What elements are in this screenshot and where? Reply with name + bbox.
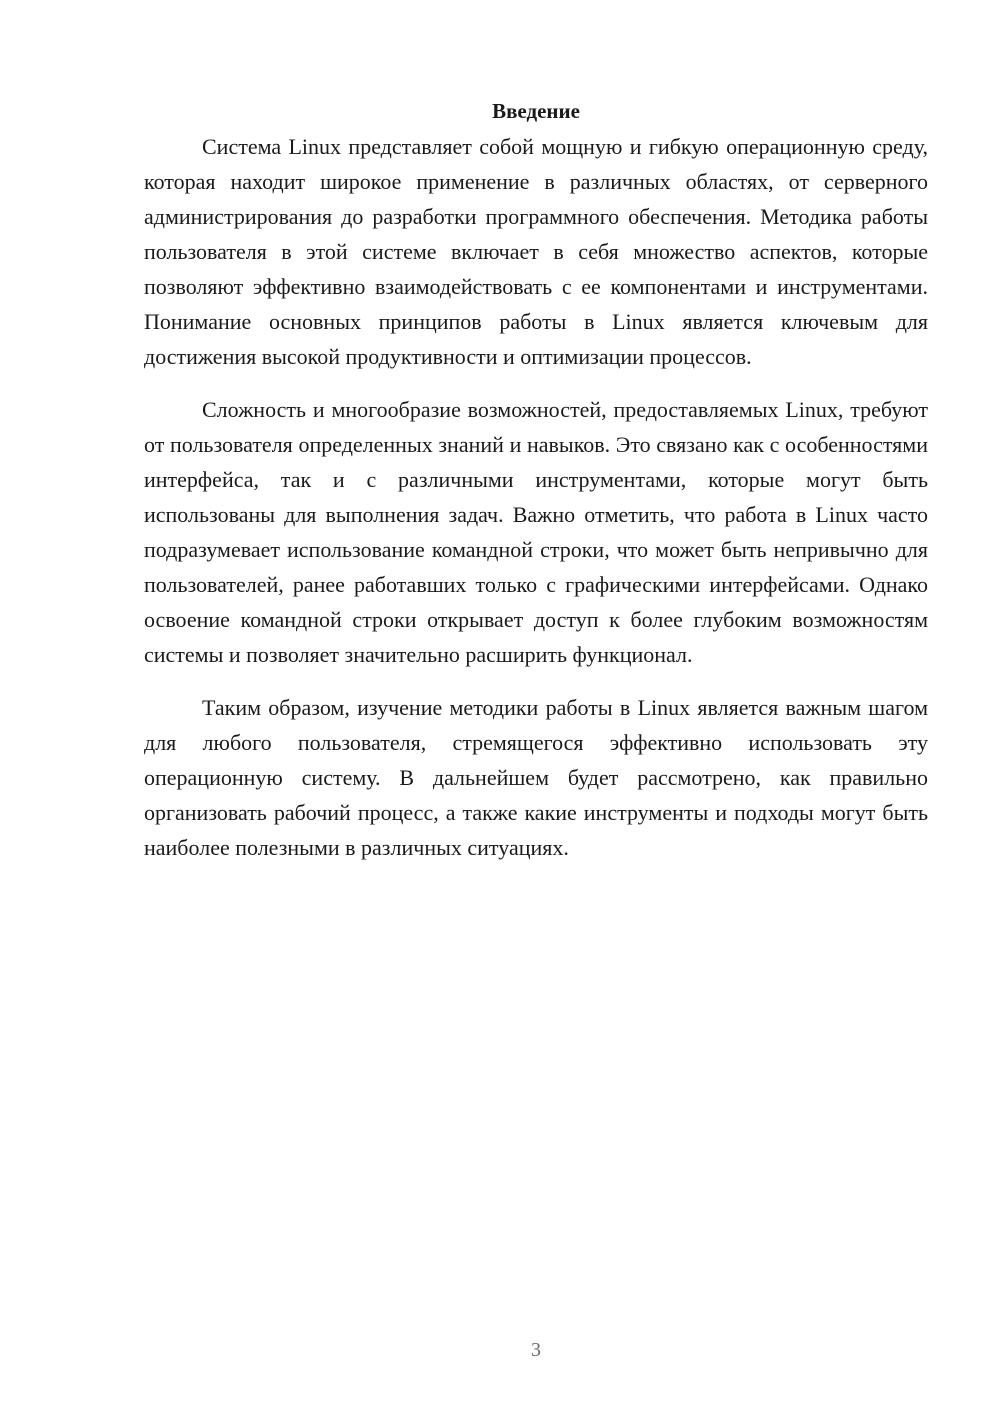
- section-heading: Введение: [492, 99, 580, 123]
- paragraph-1: Система Linux представляет собой мощную и гибкую операционную среду, которая находит широкое применение в различных областях, от серверного администрирования до разработки программного обеспечения. Методика работы пользователя в этой системе включает в себя множество аспектов, которые позволяют эффективно взаимодействовать с ее компонентами и инструментами. Понимание основных принципов работы в Linux является ключевым для достижения высокой продуктивности и оптимизации процессов.: [144, 134, 928, 369]
- page-content: [144, 94, 928, 883]
- paragraph-3: Таким образом, изучение методики работы в Linux является важным шагом для любого пользователя, стремящегося эффективно использовать эту операционную систему. В дальнейшем будет рассмотрено, как правильно организовать рабочий процесс, а также какие инструменты и подходы могут быть наиболее полезными в различных ситуациях.: [144, 695, 928, 860]
- paragraph-2: Сложность и многообразие возможностей, предоставляемых Linux, требуют от пользователя определенных знаний и навыков. Это связано как с особенностями интерфейса, так и с различными инструментами, которые могут быть использованы для выполнения задач. Важно отметить, что работа в Linux часто подразумевает использование командной строки, что может быть непривычно для пользователей, ранее работавших только с графическими интерфейсами. Однако освоение командной строки открывает доступ к более глубоким возможностям системы и позволяет значительно расширить функционал.: [144, 397, 928, 667]
- page-number: 3: [531, 1339, 541, 1361]
